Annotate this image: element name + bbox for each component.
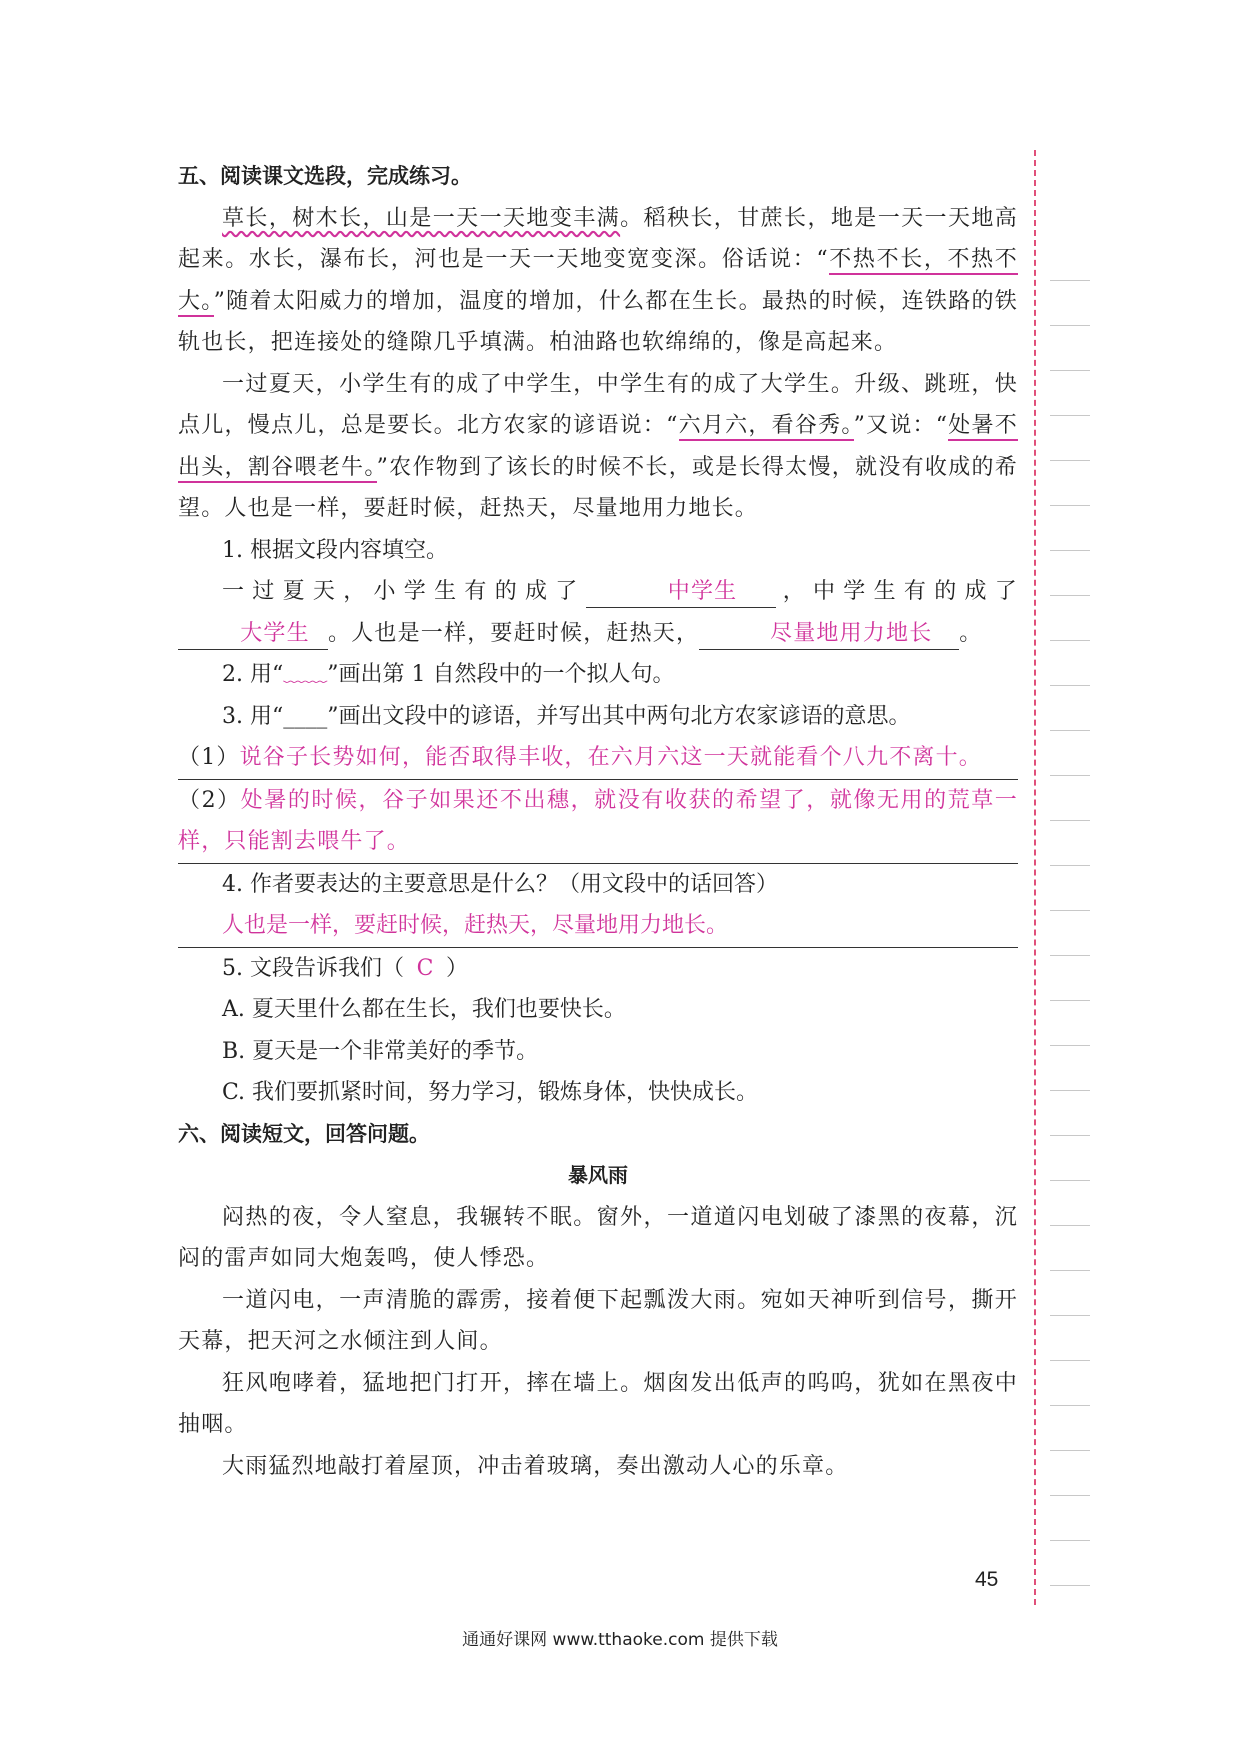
option-b: B. 夏天是一个非常美好的季节。 (222, 1038, 539, 1064)
proverb-2: 六月六，看谷秀。 (679, 413, 854, 441)
section5-heading: 五、阅读课文选段，完成练习。 (178, 164, 472, 188)
question-2: 2. 用“﹏﹏”画出第 1 自然段中的一个拟人句。 (222, 662, 675, 687)
answer-blank-2: 大学生 (178, 619, 328, 650)
section5-paragraph-1: 草长，树木长，山是一天一天地变丰满。稻秧长，甘蔗长，地是一天一天地高起来。水长，瀑布长，河也是一天一天地变宽变深。俗话说：“不热不长，不热不大。”随着太阳威力的增加，温度的增加，什么都在生长。最热的时候，连铁路的铁轨也长，把连接处的缝隙几乎填满。柏油路也软绵绵的，像是高起来。 (178, 205, 1019, 355)
question-4-prompt: 4. 作者要表达的主要意思是什么？（用文段中的话回答） (222, 871, 778, 897)
note-lines (1050, 236, 1090, 1586)
answer-blank-1: 中学生 (586, 577, 776, 608)
question-3: 3. 用“____”画出文段中的谚语，并写出其中两句北方农家谚语的意思。 (222, 703, 911, 729)
personification-sentence: 草长，树木长，山是一天一天地变丰满 (222, 205, 621, 231)
question-1-prompt: 1. 根据文段内容填空。 (222, 537, 448, 563)
question-1-fill: 一过夏天，小学生有的成了 中学生 ，中学生有的成了大学生 。人也是一样，要赶时候，赶热天， 尽量地用力地长 。 (178, 571, 1018, 654)
proverb-1: 不热不长，不热不大。 (178, 247, 1018, 317)
story-paragraph-4: 大雨猛烈地敲打着屋顶，冲击着玻璃，奏出激动人心的乐章。 (222, 1453, 849, 1479)
section5-paragraph-2: 一过夏天，小学生有的成了中学生，中学生有的成了大学生。升级、跳班，快点儿，慢点儿，总是要长。北方农家的谚语说：“六月六，看谷秀。”又说：“处暑不出头，割谷喂老牛。”农作物到了该长的时候不长，或是长得太慢，就没有收成的希望。人也是一样，要赶时候，赶热天，尽量地用力地长。 (178, 371, 1018, 521)
footer-credit: 通通好课网 www.tthaoke.com 提供下载 (462, 1630, 778, 1650)
page-content (178, 156, 1018, 1487)
question-5-answer: C (416, 955, 434, 981)
underline-mark: ____ (283, 703, 328, 729)
story-paragraph-1: 闷热的夜，令人窒息，我辗转不眠。窗外，一道道闪电划破了漆黑的夜幕，沉闷的雷声如同大炮轰鸣，使人悸恐。 (178, 1204, 1018, 1271)
question-3-answer-1: （1）说谷子长势如何，能否取得丰收，在六月六这一天就能看个八九不离十。 (178, 737, 1018, 780)
option-c: C. 我们要抓紧时间，努力学习，锻炼身体，快快成长。 (222, 1080, 759, 1105)
question-4-answer: 人也是一样，要赶时候，赶热天，尽量地用力地长。 (178, 905, 1018, 948)
question-5: 5. 文段告诉我们（ C ） (178, 948, 1018, 990)
answer-blank-3: 尽量地用力地长 (699, 619, 959, 650)
story-title: 暴风雨 (568, 1163, 628, 1187)
story-paragraph-2: 一道闪电，一声清脆的霹雳，接着便下起瓢泼大雨。宛如天神听到信号，撕开天幕，把天河之水倾注到人间。 (178, 1287, 1018, 1354)
wavy-mark: ﹏﹏ (283, 662, 328, 687)
margin-dashed-line (1034, 150, 1036, 1605)
question-3-answer-2: （2）处暑的时候，谷子如果还不出穗，就没有收获的希望了，就像无用的荒草一样，只能割去喂牛了。 (178, 780, 1018, 864)
proverb-3: 处暑不出头，割谷喂老牛。 (178, 413, 1018, 483)
section6-heading: 六、阅读短文，回答问题。 (178, 1121, 430, 1146)
page-number: 45 (975, 1568, 999, 1591)
option-a: A. 夏天里什么都在生长，我们也要快长。 (222, 997, 626, 1022)
story-paragraph-3: 狂风咆哮着，猛地把门打开，摔在墙上。烟囱发出低声的呜呜，犹如在黑夜中抽咽。 (178, 1370, 1018, 1437)
